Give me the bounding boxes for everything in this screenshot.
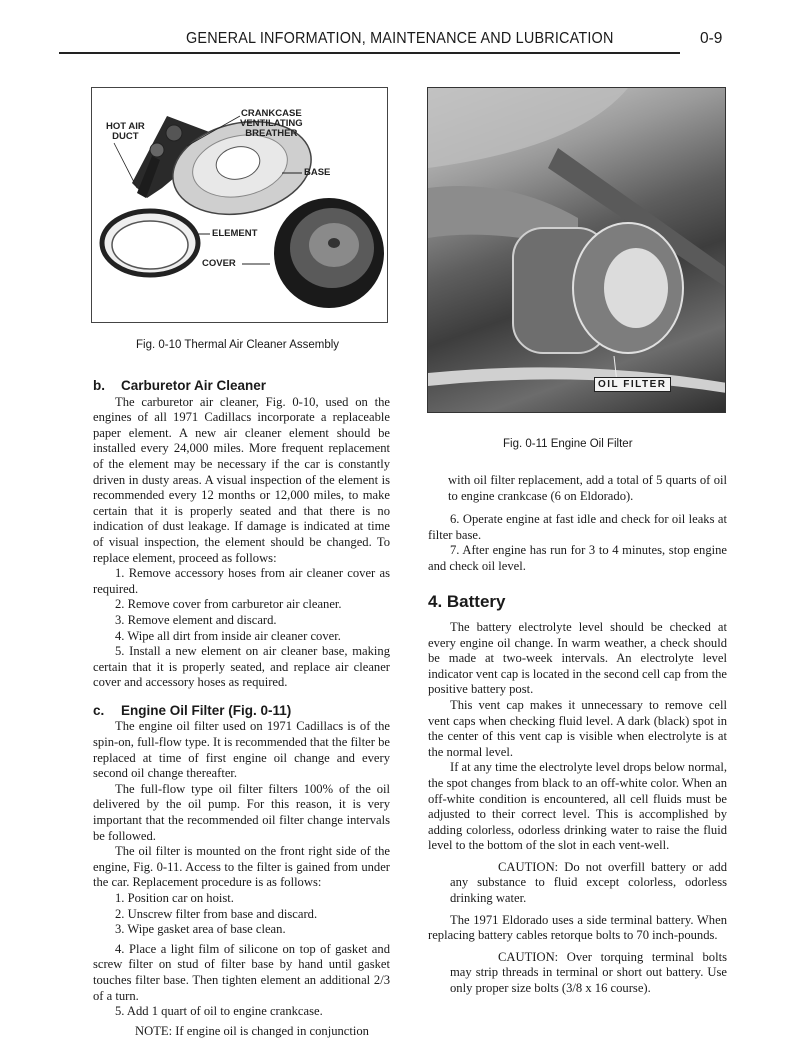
note-start: NOTE: If engine oil is changed in conjunction: [135, 1023, 369, 1038]
battery-paragraph: The battery electrolyte level should be checked at every engine oil change. In warm weather, a check should be made at two-week intervals. An electrolyte level indicator vent cap is located in the second cell cap from the positive battery post.: [428, 619, 727, 697]
label-element: ELEMENT: [212, 228, 258, 239]
caution-overfill: CAUTION: Do not overfill battery or add any substance to fluid except colorless, odorless drinking water.: [450, 859, 727, 906]
note-continued-block: [448, 473, 727, 504]
section-c-step: 2. Unscrew filter from base and discard.: [115, 906, 318, 921]
figure-0-11-caption: Fig. 0-11 Engine Oil Filter: [503, 438, 633, 450]
header-rule: [59, 52, 680, 54]
section-c-step: 1. Position car on hoist.: [115, 891, 234, 905]
page-number: 0-9: [700, 30, 723, 47]
step-7: 7. After engine has run for 3 to 4 minutes, stop engine and check oil level.: [428, 543, 727, 573]
label-oil-filter: OIL FILTER: [594, 377, 671, 392]
running-header-title: GENERAL INFORMATION, MAINTENANCE AND LUBRICATION: [186, 30, 614, 47]
section-b-intro: The carburetor air cleaner, Fig. 0-10, used on the engines of all 1971 Cadillacs incorporate a replaceable paper element. A new air cleaner element should be installed every 24,000 miles. More frequent replacement of the element may be necessary if the car is constantly driven in dusty areas. A visual inspection of the element is recommended every 12 months or 12,000 miles, to make certain that it is properly seated and that there is no indication of dust leakage. If damage is indicated at time of visual inspection, the element should be changed. To replace element, proceed as follows:: [93, 394, 390, 565]
label-hot-air-duct: HOT AIR DUCT: [106, 121, 145, 142]
label-base: BASE: [304, 167, 331, 178]
section-4-battery-heading: 4. Battery: [428, 592, 506, 612]
figure-0-10-caption: Fig. 0-10 Thermal Air Cleaner Assembly: [136, 339, 340, 351]
eldorado-paragraph: The 1971 Eldorado uses a side terminal battery. When replacing battery cables retorque bolts to 70 inch-pounds.: [428, 912, 727, 943]
section-b-step: 5. Install a new element on air cleaner base, making certain that it is properly seated, and replace air cleaner cover and accessory hoses as required.: [93, 644, 390, 690]
battery-paragraph: This vent cap makes it unnecessary to remove cell vent caps when checking fluid level. A dark (black) spot in the center of this vent cap is visible when electrolyte is at the normal level.: [428, 697, 727, 759]
section-b-step: 4. Wipe all dirt from inside air cleaner cover.: [115, 628, 341, 643]
section-b-step: 1. Remove accessory hoses from air cleaner cover as required.: [93, 566, 390, 596]
section-c-step: 4. Place a light film of silicone on top of gasket and screw filter on stud of filter base by hand until gasket touches filter base. Then tighten element an additional 2/3 of a turn.: [93, 941, 390, 1003]
label-cover: COVER: [202, 258, 236, 269]
figure-0-11-oil-filter-photo: [427, 87, 726, 413]
section-b-step: 3. Remove element and discard.: [115, 612, 277, 627]
battery-paragraph: If at any time the electrolyte level drops below normal, the spot changes from black to an off-white color. When an off-white condition is encountered, all cell fluids must be adjusted to their correct level. This is accomplished by adding colorless, odorless drinking water to raise the fluid level to the bottom of the slot in each vent-well.: [428, 760, 727, 853]
section-c-step: 3. Wipe gasket area of base clean.: [115, 922, 286, 937]
section-c-step: 5. Add 1 quart of oil to engine crankcase.: [115, 1004, 323, 1019]
section-c-paragraph: The full-flow type oil filter filters 100% of the oil delivered by the oil pump. For this reason, it is very important that the recommended oil filter change intervals be followed.: [93, 781, 390, 843]
section-b-step: 2. Remove cover from carburetor air cleaner.: [115, 597, 342, 612]
right-column: [428, 512, 727, 997]
label-crankcase-ventilating-breather: CRANKCASE VENTILATING BREATHER: [240, 108, 303, 139]
left-column: [93, 378, 390, 1039]
section-b-heading: b. Carburetor Air Cleaner: [93, 378, 267, 393]
section-c-paragraph: The engine oil filter used on 1971 Cadillacs is of the spin-on, full-flow type. It is recommended that the filter be replaced at time of first engine oil change and every second oil change thereafter.: [93, 719, 390, 781]
oil-filter-illustration: [428, 88, 726, 413]
caution-torque: CAUTION: Over torquing terminal bolts may strip threads in terminal or short out battery. Use only proper size bolts (3/8 x 16 course).: [450, 949, 727, 996]
section-c-heading: c. Engine Oil Filter (Fig. 0-11): [93, 702, 292, 718]
section-c-paragraph: The oil filter is mounted on the front right side of the engine, Fig. 0-11. Access to the filter is gained from under the car. Replacement procedure is as follows:: [93, 844, 390, 890]
figure-0-10-air-cleaner: [91, 87, 388, 323]
step-6: 6. Operate engine at fast idle and check for oil leaks at filter base.: [428, 512, 727, 542]
note-continued: with oil filter replacement, add a total of 5 quarts of oil to engine crankcase (6 on Eldorado).: [448, 473, 727, 503]
